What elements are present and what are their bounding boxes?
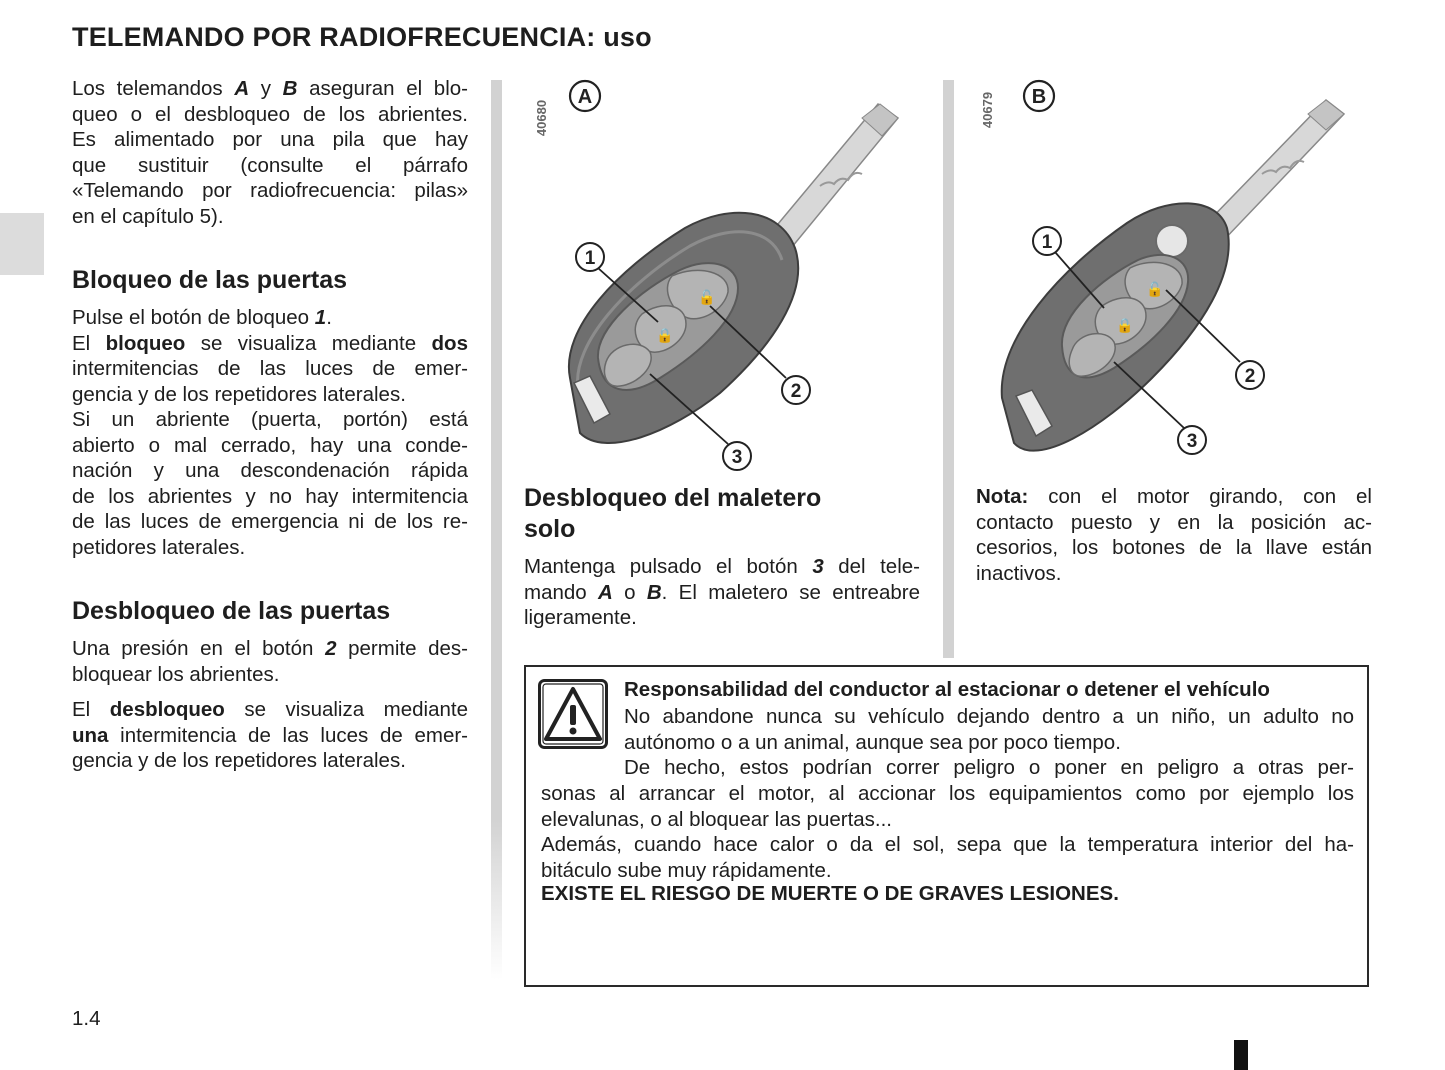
figure-label-b <box>1024 81 1054 111</box>
locking-paragraph: Pulse el botón de bloqueo 1. El bloqueo se visualiza mediante dos intermitencias de las luces de emer- gencia y de los repetidores laterales. Si un abriente (puerta, portón) está abierto o mal cerrado, hay una conde- nación y una descondenación rápida de los abrientes y no hay intermitencia de las luces de emergencia ni de los re- petidores laterales. <box>72 306 468 559</box>
svg-text:1: 1 <box>584 248 596 269</box>
warning-final-statement: EXISTE EL RIESGO DE MUERTE O DE GRAVES LESIONES. <box>541 882 1119 905</box>
svg-text:B: B <box>1031 86 1047 108</box>
column-divider-right <box>943 80 954 658</box>
svg-text:2: 2 <box>1244 366 1256 387</box>
trunk-heading: Desbloqueo del maletero solo <box>524 484 822 543</box>
page-edge-marker <box>1234 1040 1248 1070</box>
svg-text:2: 2 <box>790 381 802 402</box>
figure-code: 40680 <box>534 99 549 137</box>
warning-text-indented: No abandone nunca su vehículo dejando dentro a un niño, un adulto no autónomo o a un animal, aunque sea por poco tiempo. De hecho, estos podrían correr peligro o poner en peligro a otras per- <box>624 705 1354 779</box>
warning-triangle-icon <box>538 679 608 749</box>
svg-text:3: 3 <box>731 447 743 468</box>
svg-text:A: A <box>577 86 593 108</box>
svg-text:🔓: 🔓 <box>698 290 716 306</box>
svg-text:3: 3 <box>1186 431 1198 452</box>
column-divider-left <box>491 80 502 980</box>
unlocking-heading: Desbloqueo de las puertas <box>72 597 391 625</box>
note-paragraph: Nota: con el motor girando, con el contacto puesto y en la posición ac- cesorios, los botones de la llave están inactivos. <box>976 485 1372 585</box>
locking-heading: Bloqueo de las puertas <box>72 266 348 294</box>
figure-code: 40679 <box>980 91 995 129</box>
key-figure-b <box>962 78 1372 478</box>
warning-title: Responsabilidad del conductor al estacionar o detener el vehículo <box>624 678 1270 701</box>
svg-text:🔒: 🔒 <box>656 328 674 344</box>
unlocking-paragraph: Una presión en el botón 2 permite des- bloquear los abrientes. El desbloqueo se visualiza mediante una intermitencia de las luces de emer- gencia y de los repetidores laterales. <box>72 637 468 772</box>
callout-3 <box>1114 362 1206 454</box>
warning-text-body: sonas al arrancar el motor, al accionar los equipamientos como por ejemplo los elevalunas, o al bloquear las puertas... Además, cuando hace calor o da el sol, sepa que la temperatura interior del ha- bitáculo sube muy rápidamente. <box>541 782 1354 882</box>
svg-text:🔓: 🔓 <box>1146 282 1164 298</box>
key-figure-a <box>510 78 930 478</box>
page-title: TELEMANDO POR RADIOFRECUENCIA: uso <box>72 22 652 52</box>
figure-label-a <box>570 81 600 111</box>
intro-paragraph: Los telemandos A y B aseguran el blo- queo o el desbloqueo de los abrientes. Es alimentado por una pila que hay que sustituir (consulte el párrafo «Telemando por radiofrecuencia: pilas» en el capítulo 5). <box>72 77 468 228</box>
chapter-tab-marker <box>0 213 44 275</box>
page-number: 1.4 <box>72 1007 101 1030</box>
note-label: Nota: <box>976 485 1029 508</box>
svg-text:🔒: 🔒 <box>1116 318 1134 334</box>
trunk-paragraph: Mantenga pulsado el botón 3 del tele- mando A o B. El maletero se entreabre ligeramente. <box>524 555 920 629</box>
svg-text:1: 1 <box>1041 232 1053 253</box>
